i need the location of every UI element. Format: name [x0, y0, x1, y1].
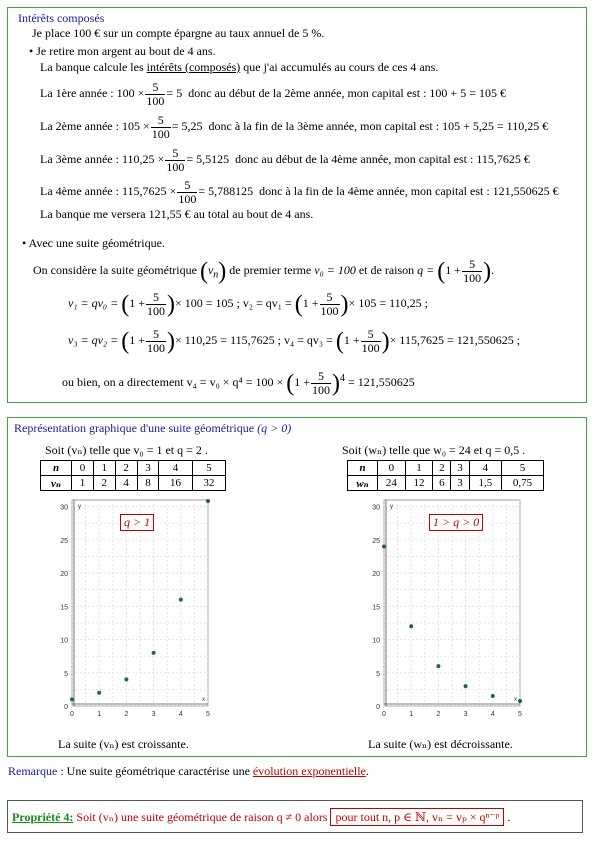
left-q-label: q > 1	[120, 514, 154, 531]
table-row	[348, 476, 544, 491]
right-q-label: 1 > q > 0	[429, 514, 483, 531]
direct-b: = 121,550625	[348, 375, 415, 389]
year-result: 5,788125	[208, 184, 254, 198]
representation-cond: (q > 0)	[257, 421, 292, 435]
v0-eq: v₀ = 100	[314, 263, 356, 277]
bullet-suite-text: Avec une suite géométrique.	[28, 236, 165, 250]
fraction: $\frac{5}{100}$	[151, 112, 170, 141]
table-cell: 1	[93, 461, 115, 476]
x-axis-label: x	[202, 697, 205, 703]
y-tick-label: 20	[60, 571, 68, 579]
fraction: $\frac{5}{100}$	[178, 177, 197, 206]
propriete-text: Soit (vₙ) une suite géométrique de raison q ≠ 0 alors	[76, 810, 328, 824]
fraction: $\frac{5}{100}$	[361, 326, 380, 355]
table-cell: 0,75	[502, 476, 544, 491]
bank-line	[40, 60, 438, 74]
direct-exp: 4	[340, 373, 346, 384]
y-axis-label: y	[390, 504, 393, 510]
y-tick-label: 30	[372, 504, 380, 512]
right-def: Soit (wₙ) telle que w₀ = 24 et q = 0,5 .	[342, 443, 526, 457]
x-tick-label: 0	[70, 711, 74, 718]
table-cell: 0	[378, 461, 406, 476]
data-point	[518, 699, 522, 703]
interets-title: Intérêts composés	[18, 11, 105, 25]
table-cell: 5	[502, 461, 544, 476]
y-tick-label: 20	[372, 571, 380, 579]
x-tick-label: 5	[206, 711, 210, 718]
fraction: $\frac{5}{100}$	[146, 289, 165, 318]
interets-intro: Je place 100 € sur un compte épargne au taux annuel de 5 %.	[32, 26, 325, 40]
data-point	[70, 697, 74, 701]
remarque-line	[8, 764, 369, 778]
right-table	[347, 460, 544, 491]
year-base: 105	[121, 119, 140, 133]
table-cell: 12	[405, 476, 433, 491]
fraction: $\frac{5}{100}$	[146, 326, 165, 355]
year-label: La 2ème année :	[40, 119, 119, 133]
y-tick-label: 5	[64, 670, 68, 678]
x-tick-label: 1	[97, 711, 102, 718]
representation-title	[14, 421, 291, 435]
x-tick-label: 3	[463, 711, 468, 718]
y-tick-label: 15	[60, 604, 68, 612]
direct-a: ou bien, on a directement v₄ = v₀ × q⁴ = 100 ×	[62, 375, 284, 389]
right-conclusion: La suite (wₙ) est décroissante.	[368, 737, 513, 751]
table-head: vₙ	[41, 476, 72, 491]
y-tick-label: 25	[60, 537, 68, 545]
y-tick-label: 30	[60, 504, 68, 512]
conclusion: La banque me versera 121,55 € au total au bout de 4 ans.	[40, 207, 314, 221]
bank-line-underlined: intérêts (composés)	[146, 60, 241, 74]
year-result: 5	[176, 86, 183, 100]
table-cell: 3	[137, 461, 159, 476]
x-tick-label: 2	[124, 711, 129, 718]
data-point	[491, 694, 495, 698]
table-cell: 1	[405, 461, 433, 476]
remarque-text: : Une suite géométrique caractérise une	[60, 764, 250, 778]
x-tick-label: 4	[490, 711, 495, 718]
v1-rest: × 100 = 105 ; v₂ = qv₁ =	[174, 296, 292, 310]
table-cell: 24	[378, 476, 406, 491]
table-row	[348, 461, 544, 476]
year-result: 5,25	[181, 119, 203, 133]
direct-line: ou bien, on a directement v₄ = v₀ × q⁴ = 100 × (1 + $\frac{5}{100}$ )$^4$ = 121,550625	[62, 368, 415, 397]
y-tick-label: 0	[64, 704, 68, 711]
table-cell: 5	[192, 461, 225, 476]
v3-line: v₃ = qv₂ = (1 + $\frac{5}{100}$ )× 110,25 = 115,7625 ; v₄ = qv₃ = (1 + $\frac{5}{100}$ )× 115,7625 = 121,550625 ;	[68, 326, 521, 355]
x-tick-label: 0	[382, 711, 386, 718]
table-row	[41, 476, 226, 491]
representation-title-text: Représentation graphique d'une suite géométrique	[14, 421, 255, 435]
remarque-link[interactable]: évolution exponentielle	[252, 764, 366, 778]
table-cell: 32	[192, 476, 225, 491]
fraction: $\frac{5}{100}$	[146, 79, 165, 108]
year-row-1: La 1ère année : 100 × $\frac{5}{100}$ = 5 donc au début de la 2ème année, mon capital est : 100 + 5 = 105 €	[40, 79, 506, 108]
v1-line: v₁ = qv₀ = (1 + $\frac{5}{100}$ )× 100 = 105 ; v₂ = qv₁ = (1 + $\frac{5}{100}$ )× 105 = 110,25 ;	[68, 289, 428, 318]
consider-b: de premier terme	[229, 263, 312, 277]
year-base: 110,25	[121, 152, 155, 166]
table-cell: 4	[115, 476, 137, 491]
year-row-2: La 2ème année : 105 × $\frac{5}{100}$ = 5,25 donc à la fin de la 3ème année, mon capital est : 105 + 5,25 = 110,25 €	[40, 112, 549, 141]
left-table	[40, 460, 226, 491]
data-point	[179, 598, 183, 602]
consider-c: et de raison	[358, 263, 415, 277]
fraction: $\frac{5}{100}$	[166, 145, 185, 174]
v3-text: v₃ = qv₂ =	[68, 333, 119, 347]
year-base: 100	[116, 86, 135, 100]
year-text: donc au début de la 2ème année, mon capital est : 100 + 5 = 105 €	[188, 86, 506, 100]
year-text: donc à la fin de la 4ème année, mon capital est : 121,550625 €	[259, 184, 559, 198]
y-tick-label: 25	[372, 537, 380, 545]
v1-text: v₁ = qv₀ =	[68, 296, 119, 310]
fraction: $\frac{5}{100}$	[463, 256, 482, 285]
x-tick-label: 5	[518, 711, 522, 718]
consider-line: On considère la suite géométrique $(v_n)$ de premier terme v₀ = 100 et de raison q = (1 + $\frac{5}{100}$ ).	[33, 256, 495, 285]
table-cell: 2	[115, 461, 137, 476]
y-axis-label: y	[78, 504, 81, 510]
year-text: donc au début de la 4ème année, mon capital est : 115,7625 €	[235, 152, 530, 166]
data-point	[206, 499, 210, 503]
remarque-label: Remarque	[8, 764, 58, 778]
y-tick-label: 5	[376, 670, 380, 678]
data-point	[124, 677, 128, 681]
x-tick-label: 4	[178, 711, 183, 718]
bank-line-a: La banque calcule les	[40, 60, 144, 74]
table-head: n	[348, 461, 378, 476]
x-tick-label: 2	[436, 711, 441, 718]
bullet-retire-text: Je retire mon argent au bout de 4 ans.	[36, 44, 216, 58]
table-cell: 4	[469, 461, 501, 476]
propriete-formula: pour tout n, p ∈ ℕ, vₙ = vₚ × qⁿ⁻ᵖ	[330, 808, 504, 826]
propriete-label: Propriété 4:	[12, 810, 74, 824]
q-eq: q =	[417, 263, 435, 277]
propriete-end: .	[507, 810, 511, 824]
consider-a: On considère la suite géométrique	[33, 263, 197, 277]
table-cell: 8	[137, 476, 159, 491]
table-cell: 1	[72, 476, 94, 491]
x-tick-label: 3	[151, 711, 156, 718]
remarque-end: .	[365, 764, 369, 778]
year-text: donc à la fin de la 3ème année, mon capital est : 105 + 5,25 = 110,25 €	[208, 119, 549, 133]
data-point	[409, 624, 413, 628]
data-point	[152, 651, 156, 655]
table-cell: 6	[433, 476, 451, 491]
fraction: $\frac{5}{100}$	[320, 289, 339, 318]
table-cell: 1,5	[469, 476, 501, 491]
table-row	[41, 461, 226, 476]
left-conclusion: La suite (vₙ) est croissante.	[58, 737, 189, 751]
year-row-3: La 3ème année : 110,25 × $\frac{5}{100}$ = 5,5125 donc au début de la 4ème année, mon capital est : 115,7625 €	[40, 145, 530, 174]
data-point	[382, 545, 386, 549]
table-cell: 2	[433, 461, 451, 476]
table-head: wₙ	[348, 476, 378, 491]
fraction: $\frac{5}{100}$	[312, 368, 331, 397]
bullet-suite: • Avec une suite géométrique.	[22, 236, 165, 250]
y-tick-label: 10	[60, 637, 68, 645]
table-cell: 3	[451, 461, 469, 476]
year-label: La 4ème année :	[40, 184, 119, 198]
bullet-retire: • Je retire mon argent au bout de 4 ans.	[29, 44, 216, 58]
table-cell: 16	[159, 476, 192, 491]
table-cell: 4	[159, 461, 192, 476]
x-axis-label: x	[514, 697, 517, 703]
year-label: La 1ère année :	[40, 86, 114, 100]
year-label: La 3ème année :	[40, 152, 119, 166]
year-row-4: La 4ème année : 115,7625 × $\frac{5}{100}$ = 5,788125 donc à la fin de la 4ème année, mon capital est : 121,550625 €	[40, 177, 559, 206]
data-point	[436, 664, 440, 668]
v4-rest: × 115,7625 = 121,550625 ;	[389, 333, 521, 347]
y-tick-label: 0	[376, 704, 380, 711]
v3-rest: × 110,25 = 115,7625 ; v₄ = qv₃ =	[174, 333, 333, 347]
year-base: 115,7625	[121, 184, 167, 198]
year-result: 5,5125	[196, 152, 230, 166]
table-cell: 0	[72, 461, 94, 476]
y-tick-label: 10	[372, 637, 380, 645]
y-tick-label: 15	[372, 604, 380, 612]
table-head: n	[41, 461, 72, 476]
x-tick-label: 1	[409, 711, 414, 718]
data-point	[464, 684, 468, 688]
table-cell: 3	[451, 476, 469, 491]
one-plus: 1 +	[445, 263, 462, 277]
left-def: Soit (vₙ) telle que v₀ = 1 et q = 2 .	[45, 443, 208, 457]
table-cell: 2	[93, 476, 115, 491]
bank-line-rest: que j'ai accumulés au cours de ces 4 ans.	[243, 60, 439, 74]
v2-rest: × 105 = 110,25 ;	[348, 296, 428, 310]
propriete-line	[12, 810, 510, 824]
data-point	[97, 691, 101, 695]
